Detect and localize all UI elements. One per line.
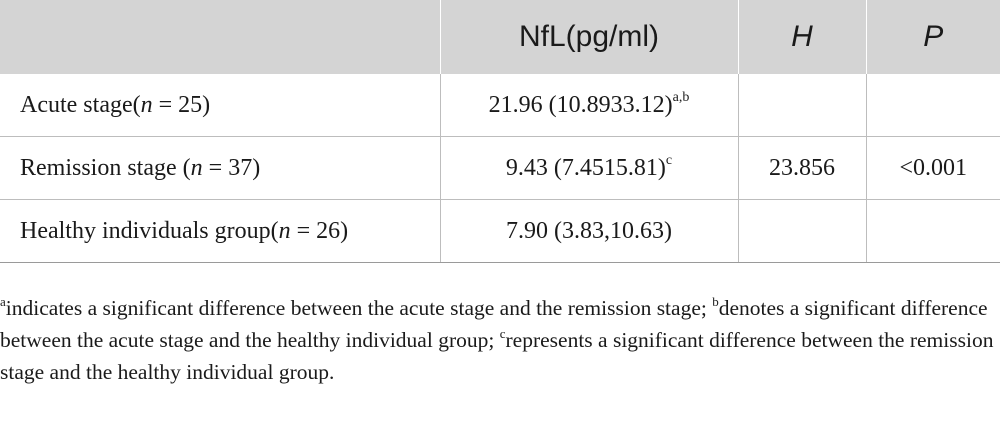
table-header bbox=[0, 0, 1000, 74]
n-symbol: n bbox=[278, 217, 291, 244]
cell-p: <0.001 bbox=[866, 137, 1000, 200]
table-body bbox=[0, 74, 1000, 263]
cell-group bbox=[0, 74, 440, 137]
header-p: P bbox=[866, 0, 1000, 74]
header-row bbox=[0, 0, 1000, 74]
footnote-mark-b: b bbox=[712, 293, 719, 309]
cell-nfl bbox=[440, 74, 738, 137]
cell-h bbox=[738, 74, 866, 137]
header-h: H bbox=[738, 0, 866, 74]
nfl-superscript: c bbox=[665, 152, 673, 168]
n-symbol: n bbox=[190, 154, 203, 181]
table-row-acute bbox=[0, 74, 1000, 137]
table-footnotes bbox=[0, 292, 1000, 388]
nfl-value: 7.90 (3.83,10.63) bbox=[506, 217, 672, 244]
cell-group bbox=[0, 200, 440, 263]
cell-nfl bbox=[440, 137, 738, 200]
nfl-superscript: a,b bbox=[672, 89, 690, 105]
header-group bbox=[0, 0, 440, 74]
footnote-mark-a: a bbox=[0, 293, 6, 309]
footnote-b-text: denotes a significant difference between the acute stage and the healthy individual group; bbox=[0, 296, 988, 352]
table-row-remission bbox=[0, 137, 1000, 200]
cell-p bbox=[866, 74, 1000, 137]
group-count: = 37) bbox=[202, 154, 261, 181]
group-label: Remission stage ( bbox=[20, 154, 191, 181]
cell-h: 23.856 bbox=[738, 137, 866, 200]
group-label: Acute stage( bbox=[20, 91, 141, 118]
footnote-c-text: represents a significant difference between the remission stage and the healthy individual group. bbox=[0, 328, 994, 384]
group-count: = 25) bbox=[152, 91, 211, 118]
cell-nfl bbox=[440, 200, 738, 263]
header-nfl: NfL(pg/ml) bbox=[440, 0, 738, 74]
group-count: = 26) bbox=[290, 217, 349, 244]
footnote-paragraph bbox=[0, 292, 1000, 388]
cell-p bbox=[866, 200, 1000, 263]
nfl-value: 21.96 (10.8933.12) bbox=[488, 91, 673, 118]
footnote-a-text: indicates a significant difference between the acute stage and the remission stage; bbox=[5, 296, 713, 320]
footnote-mark-c: c bbox=[499, 325, 506, 341]
nfl-value: 9.43 (7.4515.81) bbox=[505, 154, 666, 181]
group-label: Healthy individuals group( bbox=[20, 217, 279, 244]
cell-group bbox=[0, 137, 440, 200]
cell-h bbox=[738, 200, 866, 263]
n-symbol: n bbox=[140, 91, 153, 118]
table-row-healthy bbox=[0, 200, 1000, 263]
